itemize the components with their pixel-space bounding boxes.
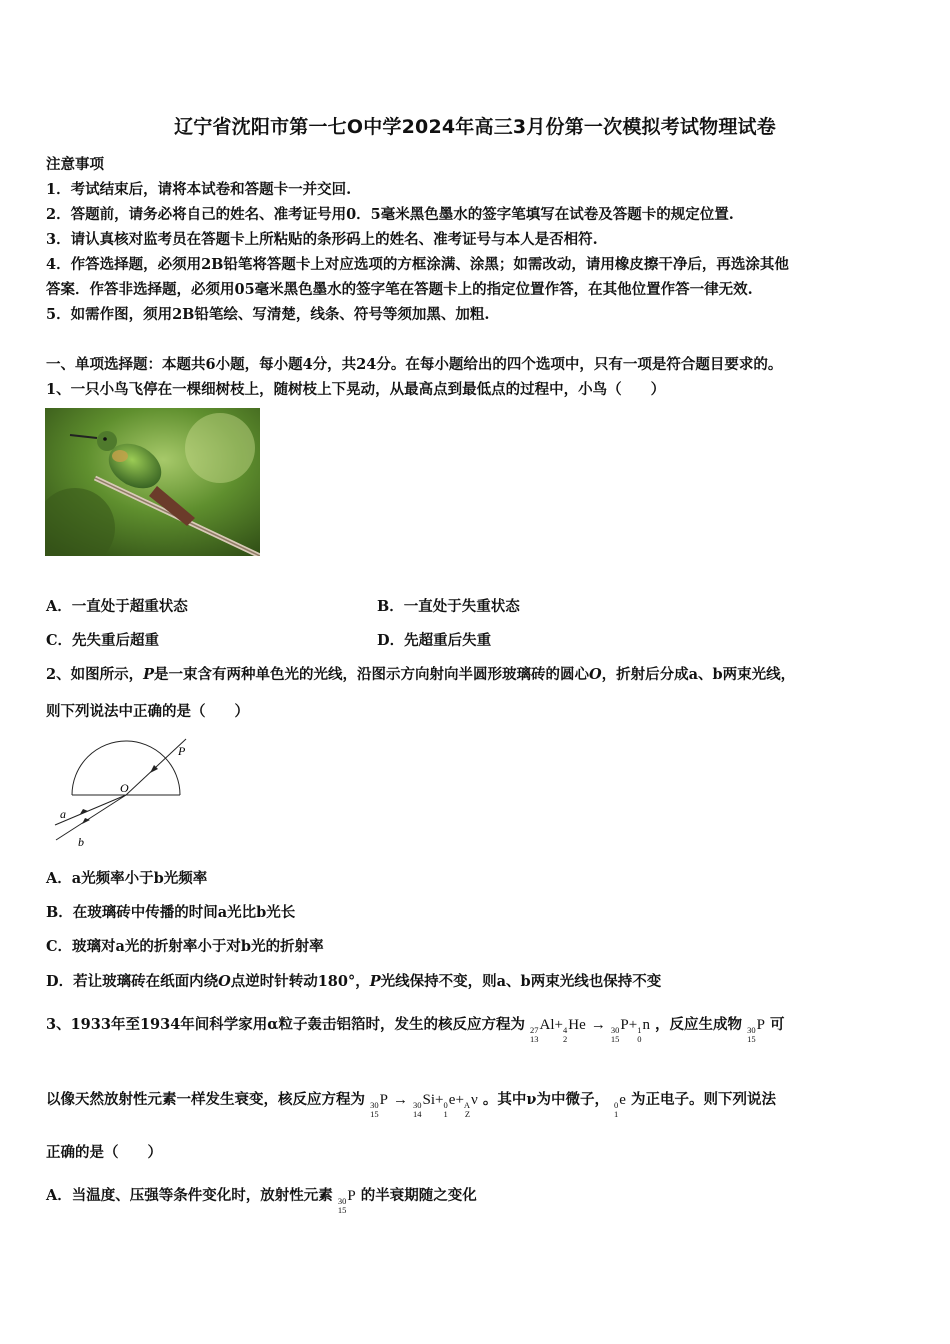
q2-stem-line-2: 则下列说法中正确的是（ ） <box>46 703 249 720</box>
q3-option-a-part-2: 的半衰期随之变化 <box>360 1187 477 1204</box>
p2-symbol: P <box>756 1017 765 1033</box>
q2-option-d-part-3: 光线保持不变，则a、b两束光线也保持不变 <box>380 973 662 990</box>
q1-stem: 1、一只小鸟飞停在一棵细树枝上，随树枝上下晃动，从最高点到最低点的过程中，小鸟（ ） <box>46 381 666 398</box>
n-charge: 0 <box>637 1034 642 1044</box>
q2-stem-o-label: O <box>589 666 602 683</box>
p4-mass: 30 <box>337 1196 347 1206</box>
p-charge: 15 <box>610 1034 620 1044</box>
p3-charge: 15 <box>370 1109 379 1119</box>
e-symbol: e <box>448 1092 456 1108</box>
nuclide-p-product <box>747 1017 765 1044</box>
q3-line-1 <box>46 1013 784 1044</box>
note-item-4-cont: 答案．作答非选择题，必须用05毫米黑色墨水的签字笔在答题卡上的指定位置作答，在其他位置作答一律无效. <box>46 281 753 298</box>
nuclide-positron <box>614 1092 626 1119</box>
q2-option-d-o: O <box>218 973 231 990</box>
note-item-4: 4．作答选择题，必须用2B铅笔将答题卡上对应选项的方框涂满、涂黑；如需改动，请用橡皮擦干净后，再选涂其他 <box>46 256 789 273</box>
nuclide-n <box>637 1017 650 1044</box>
nuclide-e <box>444 1092 456 1119</box>
e2-charge: 1 <box>614 1109 619 1119</box>
e-charge: 1 <box>443 1109 448 1119</box>
nuclide-si <box>413 1092 435 1119</box>
q3-line-2-part-3: 为正电子。则下列说法 <box>631 1091 777 1108</box>
hummingbird-photo <box>45 408 260 556</box>
q3-line-1-part-1: 3、1933年至1934年间科学家用α粒子轰击铝箔时，发生的核反应方程为 <box>46 1016 525 1033</box>
p-mass: 30 <box>610 1025 620 1035</box>
nuclide-he <box>563 1017 586 1044</box>
q3-option-a <box>46 1184 477 1215</box>
q3-line-2 <box>46 1088 776 1119</box>
semicircle-glass-diagram <box>50 737 190 852</box>
e2-symbol: e <box>619 1092 626 1108</box>
he-charge: 2 <box>563 1034 568 1044</box>
q2-option-d <box>46 970 661 991</box>
he-symbol: He <box>568 1017 586 1033</box>
e2-mass: 0 <box>614 1100 619 1110</box>
nuclide-v <box>464 1092 478 1119</box>
arrow-2: → <box>392 1092 408 1108</box>
q2-option-d-p: P <box>369 973 381 990</box>
q3-line-2-part-2: 。其中ν为中微子， <box>482 1091 609 1108</box>
section-heading: 一、单项选择题：本题共6小题，每小题4分，共24分。在每小题给出的四个选项中，只有一项是符合题目要求的。 <box>46 356 783 373</box>
q3-line-1-part-2: ，反应生成物 <box>655 1016 742 1033</box>
q3-line-1-part-3: 可 <box>769 1016 785 1033</box>
q2-stem <box>46 663 795 684</box>
note-item-1: 1．考试结束后，请将本试卷和答题卡一并交回. <box>46 181 352 198</box>
v-symbol: ν <box>471 1092 478 1108</box>
page-title: 辽宁省沈阳市第一七O中学2024年高三3月份第一次模拟考试物理试卷 <box>174 116 776 138</box>
al-charge: 13 <box>530 1034 539 1044</box>
nuclide-p-decay <box>370 1092 388 1119</box>
plus-4: + <box>455 1092 464 1108</box>
note-item-2: 2．答题前，请务必将自己的姓名、准考证号用0．5毫米黑色墨水的签字笔填写在试卷及答题卡的规定位置. <box>46 206 734 223</box>
note-item-5: 5．如需作图，须用2B铅笔绘、写清楚，线条、符号等须加黑、加粗. <box>46 306 490 323</box>
q2-option-a: A．a光频率小于b光频率 <box>46 870 208 887</box>
al-mass: 27 <box>530 1025 539 1035</box>
v-charge: Z <box>464 1109 471 1119</box>
si-charge: 14 <box>413 1109 422 1119</box>
si-symbol: Si <box>422 1092 436 1108</box>
si-mass: 30 <box>413 1100 422 1110</box>
q1-option-a: A．一直处于超重状态 <box>46 598 188 615</box>
p4-charge: 15 <box>337 1205 347 1215</box>
plus-1: + <box>554 1017 563 1033</box>
q2-option-c: C．玻璃对a光的折射率小于对b光的折射率 <box>46 938 324 955</box>
q2-option-d-part-2: 点逆时针转动180°， <box>230 973 370 990</box>
al-symbol: Al <box>539 1017 555 1033</box>
q3-line-3: 正确的是（ ） <box>46 1144 162 1161</box>
e-mass: 0 <box>443 1100 448 1110</box>
q1-option-b: B．一直处于失重状态 <box>377 598 520 615</box>
label-p: P <box>178 744 186 758</box>
p3-symbol: P <box>379 1092 388 1108</box>
n-symbol: n <box>642 1017 650 1033</box>
p3-mass: 30 <box>370 1100 379 1110</box>
note-item-3: 3．请认真核对监考员在答题卡上所粘贴的条形码上的姓名、准考证号与本人是否相符. <box>46 231 598 248</box>
plus-2: + <box>628 1017 638 1033</box>
arrow-1: → <box>590 1017 606 1033</box>
q3-line-2-part-1: 以像天然放射性元素一样发生衰变，核反应方程为 <box>46 1091 365 1108</box>
q2-stem-part-2: 是一束含有两种单色光的光线，沿图示方向射向半圆形玻璃砖的圆心 <box>154 666 589 683</box>
p2-mass: 30 <box>747 1025 756 1035</box>
nuclide-p <box>611 1017 629 1044</box>
p2-charge: 15 <box>747 1034 756 1044</box>
q2-option-d-part-1: D．若让玻璃砖在纸面内绕 <box>46 973 219 990</box>
nuclide-al <box>530 1017 555 1044</box>
label-o: O <box>120 781 129 795</box>
nuclide-p-option <box>338 1188 356 1215</box>
notes-heading: 注意事项 <box>46 156 104 173</box>
p4-symbol: P <box>347 1188 356 1204</box>
v-mass: A <box>463 1100 471 1110</box>
q2-stem-part-1: 2、如图所示， <box>46 666 144 683</box>
q2-option-b: B．在玻璃砖中传播的时间a光比b光长 <box>46 904 296 921</box>
n-mass: 1 <box>637 1025 642 1035</box>
p-symbol: P <box>620 1017 629 1033</box>
he-mass: 4 <box>563 1025 568 1035</box>
q1-option-c: C．先失重后超重 <box>46 632 160 649</box>
label-b: b <box>78 835 84 849</box>
q3-option-a-part-1: A．当温度、压强等条件变化时，放射性元素 <box>46 1187 333 1204</box>
q2-stem-part-3: ，折射后分成a、b两束光线， <box>601 666 796 683</box>
q1-option-d: D．先超重后失重 <box>377 632 492 649</box>
label-a: a <box>60 807 66 821</box>
q2-stem-p-label: P <box>143 666 154 683</box>
plus-3: + <box>435 1092 444 1108</box>
